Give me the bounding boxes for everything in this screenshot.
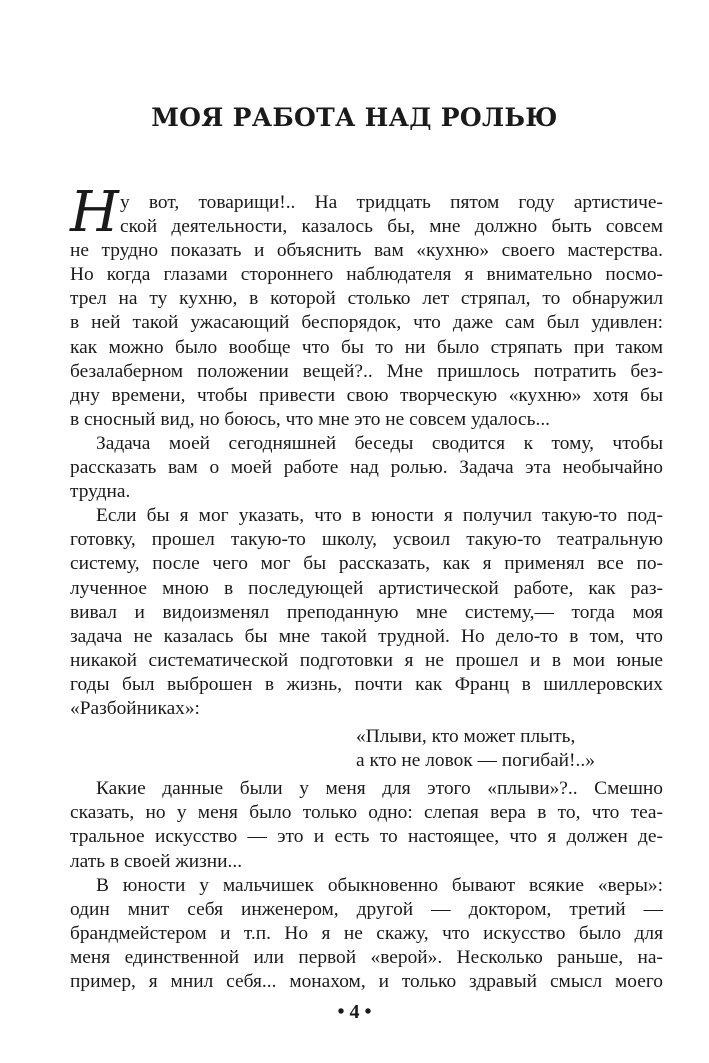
text-line: в сносный вид, но боюсь, что мне это не совсем удалось... (70, 408, 551, 430)
paragraph-3 (70, 504, 663, 721)
text-line: В юности у мальчишек обыкновенно бывают всякие «веры»: (96, 874, 663, 896)
text-line: вивал и видоизменял преподанную мне систему,— тогда моя (70, 601, 663, 623)
text-line: никакой систематической подготовки я не прошел и в мои юные (70, 649, 663, 671)
drop-cap: Н (70, 180, 119, 245)
text-line: Но когда глазами стороннего наблюдателя я внимательно посмо- (70, 264, 663, 286)
text-line: как можно было вообще что бы то ни было стряпать при таком (70, 336, 663, 358)
text-line: меня единственной или первой «верой». Несколько раньше, на- (70, 946, 663, 968)
text-line: не трудно показать и объяснить вам «кухню» своего мастерства. (70, 240, 663, 262)
paragraph-1 (70, 180, 663, 432)
text-line: систему, после чего мог бы рассказать, как я применял все по- (70, 553, 663, 575)
text-line: лученное мною в последующей артистической работе, как раз- (70, 577, 663, 599)
text-line: готовку, прошел такую-то школу, усвоил такую-то театральную (70, 529, 663, 551)
text-line: «Разбойниках»: (70, 697, 200, 719)
text-line: задача не казалась бы мне такой трудной. Но дело-то в том, что (70, 625, 663, 647)
text-line: брандмейстером и т.п. Но я не скажу, что искусство было для (70, 922, 663, 944)
text-line: Задача моей сегодняшней беседы сводится к тому, чтобы (96, 432, 663, 454)
text-line: пример, я мнил себя... монахом, и только здравый смысл моего (70, 971, 663, 992)
verse-quote (356, 725, 663, 773)
paragraph-5 (70, 874, 663, 994)
body-text (70, 180, 663, 994)
text-line: сказать, но у меня было только одно: слепая вера в то, что теа- (70, 802, 663, 824)
text-line: ской деятельности, казалось бы, мне должно быть совсем (120, 216, 663, 238)
text-line: в ней такой ужасающий беспорядок, что даже сам был удивлен: (70, 312, 663, 334)
text-line: трудна. (70, 481, 131, 503)
paragraph-4 (70, 777, 663, 873)
page-number: • 4 • (337, 1001, 372, 1023)
text-line: трел на ту кухню, в которой столько лет стряпал, то обнаружил (70, 288, 663, 310)
text-line: лать в своей жизни... (70, 850, 243, 872)
text-line: дну времени, чтобы привести свою творческую «кухню» хотя бы (70, 384, 663, 406)
paragraph-2 (70, 432, 663, 504)
chapter-title: МОЯ РАБОТА НАД РОЛЬЮ (151, 103, 558, 132)
verse-line: «Плыви, кто может плыть, (356, 726, 576, 748)
text-line: Если бы я мог указать, что в юности я получил такую-то под- (96, 505, 663, 527)
text-line: один мнит себя инженером, другой — доктором, третий — (70, 898, 663, 920)
text-line: тральное искусство — это и есть то настоящее, что я должен де- (70, 826, 663, 848)
text-line: Какие данные были у меня для этого «плыви»?.. Смешно (96, 778, 663, 800)
text-line: годы был выброшен в жизнь, почти как Франц в шиллеровских (70, 673, 663, 695)
text-line: у вот, товарищи!.. На тридцать пятом году артистиче- (120, 192, 663, 213)
text-line: безалаберном положении вещей?.. Мне пришлось потратить без- (70, 360, 663, 382)
text-line: рассказать вам о моей работе над ролью. Задача эта необычайно (70, 457, 663, 479)
verse-line: а кто не ловок — погибай!..» (356, 750, 595, 772)
